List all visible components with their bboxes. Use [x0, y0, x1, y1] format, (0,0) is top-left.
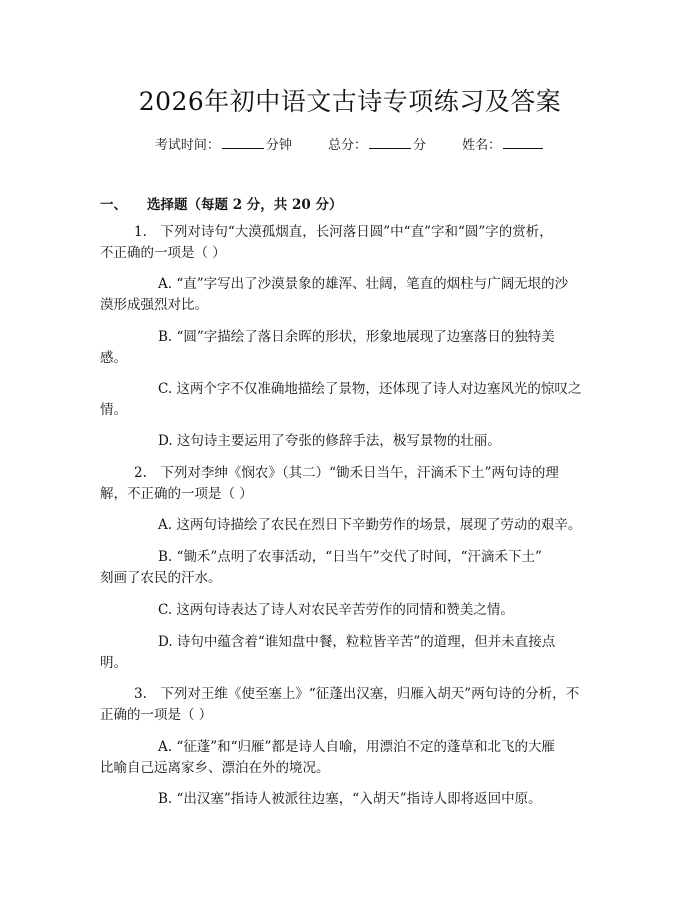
- score-unit: 分: [413, 138, 427, 153]
- q3-option-b-line1: B. “出汉塞”指诗人被派往边塞，“入胡天”指诗人即将返回中原。: [158, 791, 542, 807]
- q2-stem-line1: 2. 下列对李绅《悯农》（其二）“锄禾日当午，汗滴禾下土”两句诗的理: [134, 465, 559, 481]
- time-blank: [222, 136, 264, 149]
- section-number: 一、: [100, 197, 127, 213]
- q3-stem-line2: 正确的一项是（ ）: [100, 707, 213, 723]
- q1-option-b-line1: B. “圆”字描绘了落日余晖的形状，形象地展现了边塞落日的独特美: [158, 329, 555, 345]
- page-title: 2026年初中语文古诗专项练习及答案: [138, 87, 562, 116]
- score-label: 总分：: [327, 138, 367, 153]
- q1-option-d-line1: D. 这句诗主要运用了夸张的修辞手法，极写景物的壮丽。: [158, 433, 501, 449]
- score-blank: [369, 136, 411, 149]
- q1-stem-line1: 1. 下列对诗句“大漠孤烟直，长河落日圆”中“直”字和“圆”字的赏析，: [134, 224, 553, 240]
- q1-option-c-line2: 情。: [100, 402, 127, 418]
- name-blank: [503, 136, 543, 149]
- q3-option-a-line1: A. “征蓬”和“归雁”都是诗人自喻，用漂泊不定的蓬草和北飞的大雁: [158, 739, 555, 755]
- section-heading: [100, 193, 342, 213]
- time-unit: 分钟: [265, 138, 292, 153]
- q2-option-b-line1: B. “锄禾”点明了农事活动，“日当午”交代了时间，“汗滴禾下土”: [158, 549, 542, 565]
- time-label: 考试时间：: [154, 138, 220, 153]
- name-field: [462, 134, 545, 153]
- section-title: 选择题（每题 2 分，共 20 分）: [147, 197, 343, 213]
- q3-option-a-line2: 比喻自己远离家乡、漂泊在外的境况。: [100, 760, 330, 776]
- q1-option-c-line1: C. 这两个字不仅准确地描绘了景物，还体现了诗人对边塞风光的惊叹之: [158, 381, 582, 397]
- q1-option-a-line1: A. “直”字写出了沙漠景象的雄浑、壮阔，笔直的烟柱与广阔无垠的沙: [158, 276, 569, 292]
- q1-option-a-line2: 漠形成强烈对比。: [100, 297, 208, 313]
- q2-stem-line2: 解，不正确的一项是（ ）: [100, 486, 253, 502]
- q2-option-d-line2: 明。: [100, 655, 127, 671]
- time-field: [155, 134, 292, 153]
- q2-option-d-line1: D. 诗句中蕴含着“谁知盘中餐，粒粒皆辛苦”的道理，但并未直接点: [158, 634, 556, 650]
- q2-option-c-line1: C. 这两句诗表达了诗人对农民辛苦劳作的同情和赞美之情。: [158, 602, 514, 618]
- q1-option-b-line2: 感。: [100, 350, 127, 366]
- exam-meta: [0, 134, 700, 153]
- score-field: [328, 134, 426, 153]
- q3-stem-line1: 3. 下列对王维《使至塞上》“征蓬出汉塞，归雁入胡天”两句诗的分析，不: [134, 686, 580, 702]
- q1-stem-line2: 不正确的一项是（ ）: [100, 245, 226, 261]
- name-label: 姓名：: [462, 138, 502, 153]
- q2-option-a-line1: A. 这两句诗描绘了农民在烈日下辛勤劳作的场景，展现了劳动的艰辛。: [158, 517, 582, 533]
- q2-option-b-line2: 刻画了农民的汗水。: [100, 570, 222, 586]
